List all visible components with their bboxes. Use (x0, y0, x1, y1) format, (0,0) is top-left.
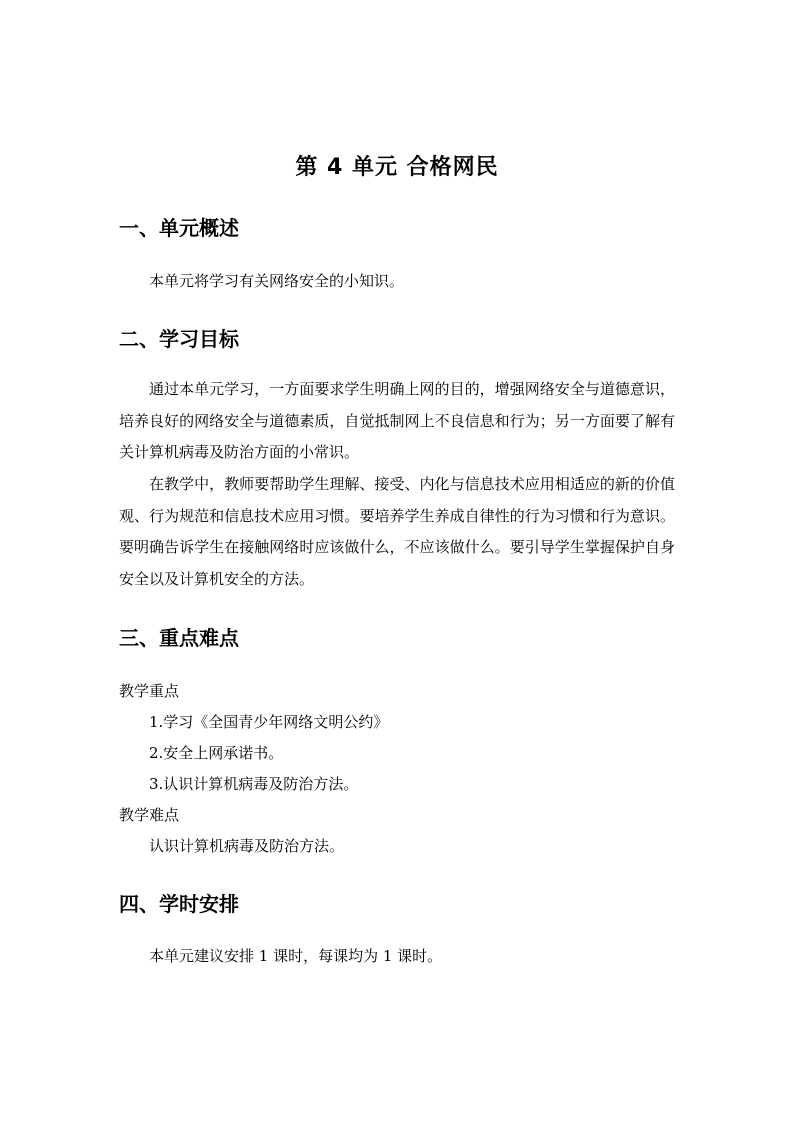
schedule-paragraph: 本单元建议安排 1 课时，每课均为 1 课时。 (149, 947, 443, 965)
section-heading-key-points: 三、重点难点 (119, 626, 239, 650)
key-point-item: 2.安全上网承诺书。 (149, 744, 284, 762)
overview-paragraph: 本单元将学习有关网络安全的小知识。 (149, 272, 405, 290)
difficulty-text: 认识计算机病毒及防治方法。 (149, 837, 345, 855)
key-point-item: 1.学习《全国青少年网络文明公约》 (149, 713, 389, 731)
page-title: 第 4 单元 合格网民 (295, 155, 499, 180)
goals-paragraph-1: 通过本单元学习，一方面要求学生明确上网的目的，增强网络安全与道德意识，培养良好的网络安全与道德素质，自觉抵制网上不良信息和行为；另一方面要了解有关计算机病毒及防治方面的小常识。 (119, 380, 675, 461)
section-heading-overview: 一、单元概述 (119, 216, 239, 240)
difficulty-label: 教学难点 (119, 806, 180, 824)
section-heading-schedule: 四、学时安排 (119, 892, 239, 916)
key-points-label: 教学重点 (119, 682, 180, 700)
section-heading-goals: 二、学习目标 (119, 327, 239, 351)
key-point-item: 3.认识计算机病毒及防治方法。 (149, 775, 359, 793)
goals-paragraph-2: 在教学中，教师要帮助学生理解、接受、内化与信息技术应用相适应的新的价值观、行为规范和信息技术应用习惯。要培养学生养成自律性的行为习惯和行为意识。要明确告诉学生在接触网络时应该做什么，不应该做什么。要引导学生掌握保护自身安全以及计算机安全的方法。 (119, 475, 675, 588)
